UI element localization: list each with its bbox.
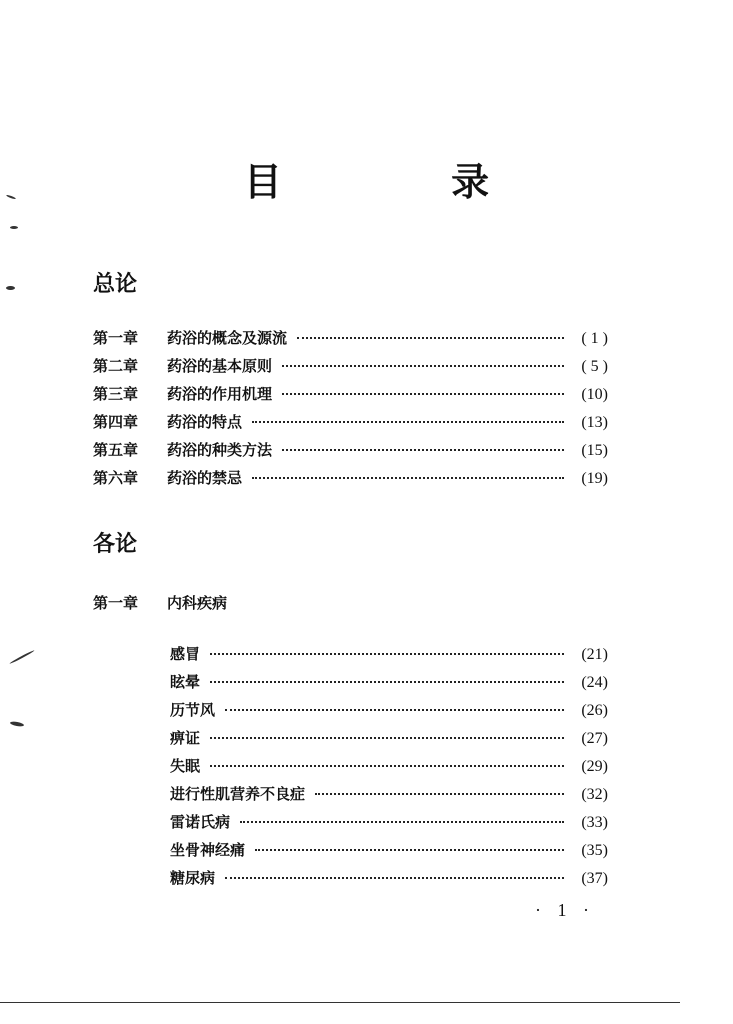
dot-leader [210, 681, 564, 683]
toc-page-number: (27) [581, 730, 608, 747]
toc-entry-title: 药浴的禁忌 [167, 469, 243, 487]
toc-entry-title: 药浴的概念及源流 [167, 329, 288, 347]
dot-leader [315, 793, 564, 795]
dot-leader [252, 477, 564, 479]
toc-chapter-number: 第五章 [93, 441, 139, 459]
specific-section-heading: 各论 [93, 532, 138, 557]
toc-page-number: (15) [581, 442, 608, 459]
toc-entry[interactable] [170, 839, 608, 867]
dot-leader [282, 449, 564, 451]
toc-entry[interactable] [93, 327, 608, 355]
toc-entry-title: 眩晕 [170, 673, 201, 691]
toc-entry-title: 药浴的作用机理 [167, 385, 273, 403]
toc-page-number: (37) [581, 870, 608, 887]
toc-entry-title: 感冒 [170, 645, 201, 663]
bottom-rule [0, 1002, 680, 1003]
toc-entry[interactable] [93, 439, 608, 467]
toc-entry-title: 历节风 [170, 701, 216, 719]
toc-entry[interactable] [93, 355, 608, 383]
toc-entry-title: 药浴的种类方法 [167, 441, 273, 459]
chapter-title: 内科疾病 [167, 594, 228, 612]
toc-entry[interactable] [170, 727, 608, 755]
toc-entry[interactable] [170, 783, 608, 811]
toc-entry-title: 药浴的特点 [167, 413, 243, 431]
toc-chapter-number: 第六章 [93, 469, 139, 487]
dot-leader [225, 877, 564, 879]
page-title: 目 录 [243, 159, 568, 204]
toc-entry[interactable] [170, 643, 608, 671]
toc-entry-title: 糖尿病 [170, 869, 216, 887]
toc-page-number: (10) [581, 386, 608, 403]
toc-chapter-number: 第二章 [93, 357, 139, 375]
toc-entry-title: 坐骨神经痛 [170, 841, 246, 859]
dot-leader [255, 849, 564, 851]
toc-page-number: (32) [581, 786, 608, 803]
scan-speck [9, 650, 35, 665]
toc-page-number: ( 1 ) [581, 330, 608, 347]
toc-entry[interactable] [170, 671, 608, 699]
toc-entry-title: 药浴的基本原则 [167, 357, 273, 375]
toc-entry[interactable] [170, 867, 608, 895]
dot-leader [282, 365, 564, 367]
dot-leader [252, 421, 564, 423]
scan-speck [10, 721, 24, 727]
toc-entry-title: 痹证 [170, 729, 201, 747]
scan-speck [10, 226, 18, 229]
dot-leader [210, 765, 564, 767]
toc-page-number: (21) [581, 646, 608, 663]
toc-page-number: (35) [581, 842, 608, 859]
general-toc-list [93, 327, 608, 495]
toc-entry[interactable] [93, 411, 608, 439]
dot-leader [282, 393, 564, 395]
toc-page-number: (19) [581, 470, 608, 487]
toc-entry[interactable] [170, 811, 608, 839]
toc-page-number: (33) [581, 814, 608, 831]
toc-page-number: ( 5 ) [581, 358, 608, 375]
toc-entry[interactable] [93, 383, 608, 411]
toc-entry-title: 进行性肌营养不良症 [170, 785, 306, 803]
dot-leader [297, 337, 564, 339]
page-number: · 1 · [535, 900, 595, 920]
toc-entry-title: 雷诺氏病 [170, 813, 231, 831]
chapter-heading[interactable] [93, 591, 227, 615]
toc-entry[interactable] [170, 699, 608, 727]
toc-page-number: (29) [581, 758, 608, 775]
disease-toc-list [170, 643, 608, 895]
scan-speck [6, 286, 15, 290]
toc-entry[interactable] [170, 755, 608, 783]
general-section-heading: 总论 [93, 272, 138, 297]
toc-chapter-number: 第四章 [93, 413, 139, 431]
toc-page-number: (24) [581, 674, 608, 691]
toc-chapter-number: 第三章 [93, 385, 139, 403]
dot-leader [225, 709, 564, 711]
toc-chapter-number: 第一章 [93, 329, 139, 347]
toc-entry-title: 失眠 [170, 757, 201, 775]
dot-leader [210, 653, 564, 655]
chapter-number: 第一章 [93, 594, 139, 612]
toc-entry[interactable] [93, 467, 608, 495]
toc-page-number: (26) [581, 702, 608, 719]
toc-page-number: (13) [581, 414, 608, 431]
dot-leader [210, 737, 564, 739]
dot-leader [240, 821, 564, 823]
